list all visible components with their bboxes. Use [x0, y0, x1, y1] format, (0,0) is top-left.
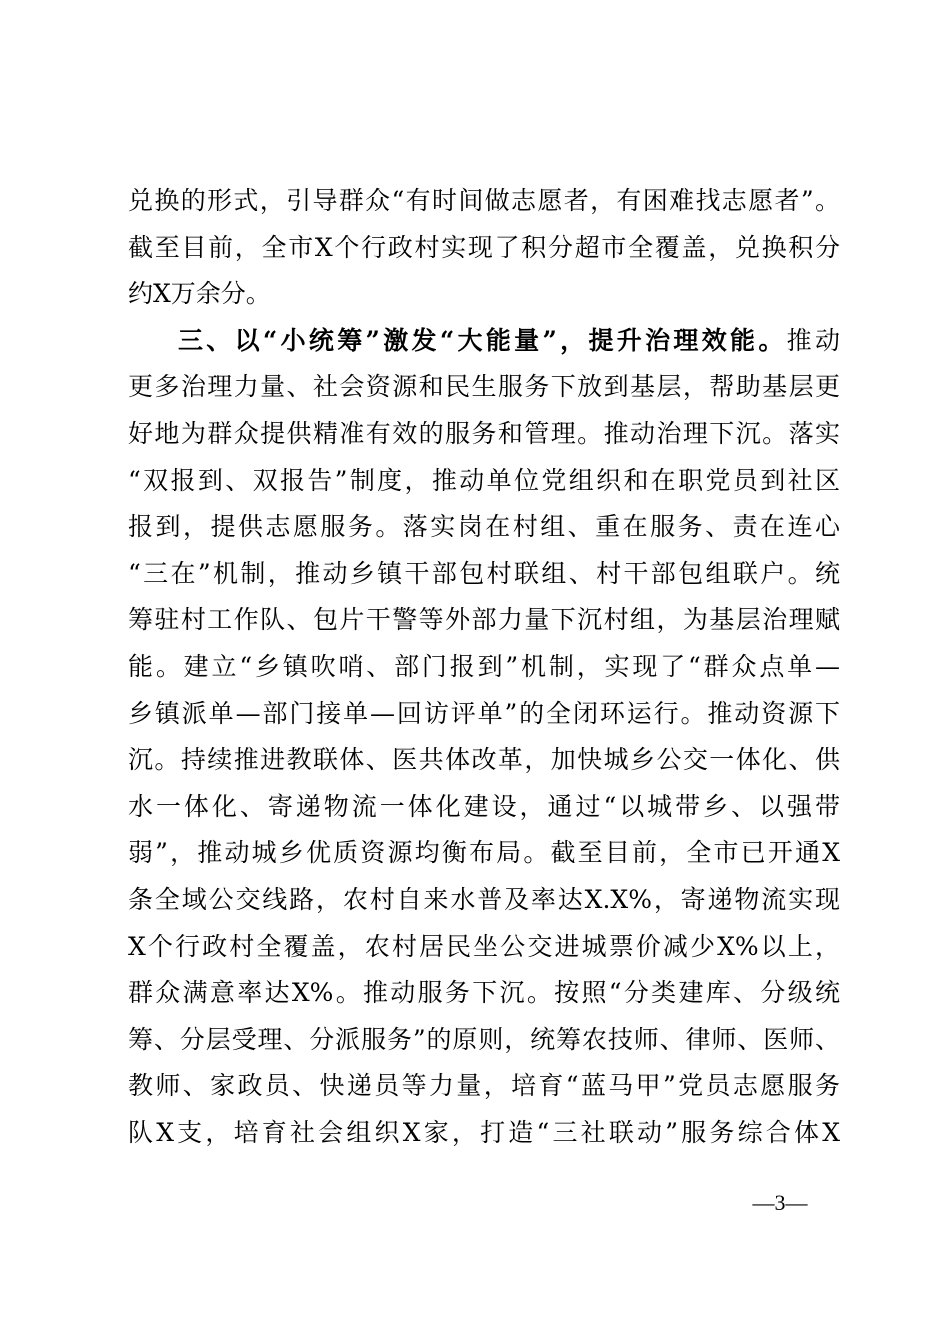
text-line: 教师、家政员、快递员等力量，培育“蓝马甲”党员志愿服务 [128, 1071, 840, 1101]
text-line: 能。建立“乡镇吹哨、部门报到”机制，实现了“群众点单— [128, 651, 840, 681]
text-line: 水一体化、寄递物流一体化建设，通过“以城带乡、以强带 [128, 791, 840, 821]
text-line: 兑换的形式，引导群众“有时间做志愿者，有困难找志愿者”。 [128, 186, 840, 215]
text-line: 队X支，培育社会组织X家，打造“三社联动”服务综合体X [128, 1117, 840, 1147]
text-line: 更多治理力量、社会资源和民生服务下放到基层，帮助基层更 [128, 372, 840, 402]
heading-line-continuation: 推动 [786, 325, 840, 355]
text-line: 沉。持续推进教联体、医共体改革，加快城乡公交一体化、供 [128, 745, 840, 775]
text-line: 弱”，推动城乡优质资源均衡布局。截至目前，全市已开通X [128, 838, 840, 868]
section-heading-line [128, 318, 840, 365]
text-line: 群众满意率达X%。推动服务下沉。按照“分类建库、分级统 [128, 978, 840, 1008]
page-number: —3— [752, 1190, 808, 1215]
text-line: 约X万余分。 [128, 279, 271, 309]
text-line: “双报到、双报告”制度，推动单位党组织和在职党员到社区 [128, 465, 840, 495]
text-line: 筹、分层受理、分派服务”的原则，统筹农技师、律师、医师、 [128, 1024, 840, 1054]
text-line: 条全域公交线路，农村自来水普及率达X.X%，寄递物流实现 [128, 884, 840, 914]
text-line: 报到，提供志愿服务。落实岗在村组、重在服务、责在连心 [128, 512, 840, 542]
section-heading: 三、以“小统筹”激发“大能量”，提升治理效能。 [178, 325, 787, 355]
text-line: 筹驻村工作队、包片干警等外部力量下沉村组，为基层治理赋 [128, 605, 840, 635]
text-line: X个行政村全覆盖，农村居民坐公交进城票价减少X%以上， [128, 931, 840, 961]
text-line: 乡镇派单—部门接单—回访评单”的全闭环运行。推动资源下 [128, 698, 840, 728]
text-line: 好地为群众提供精准有效的服务和管理。推动治理下沉。落实 [128, 418, 840, 448]
text-line: 截至目前，全市X个行政村实现了积分超市全覆盖，兑换积分 [128, 232, 840, 262]
document-body [128, 178, 840, 1156]
text-line: “三在”机制，推动乡镇干部包村联组、村干部包组联户。统 [128, 558, 840, 588]
